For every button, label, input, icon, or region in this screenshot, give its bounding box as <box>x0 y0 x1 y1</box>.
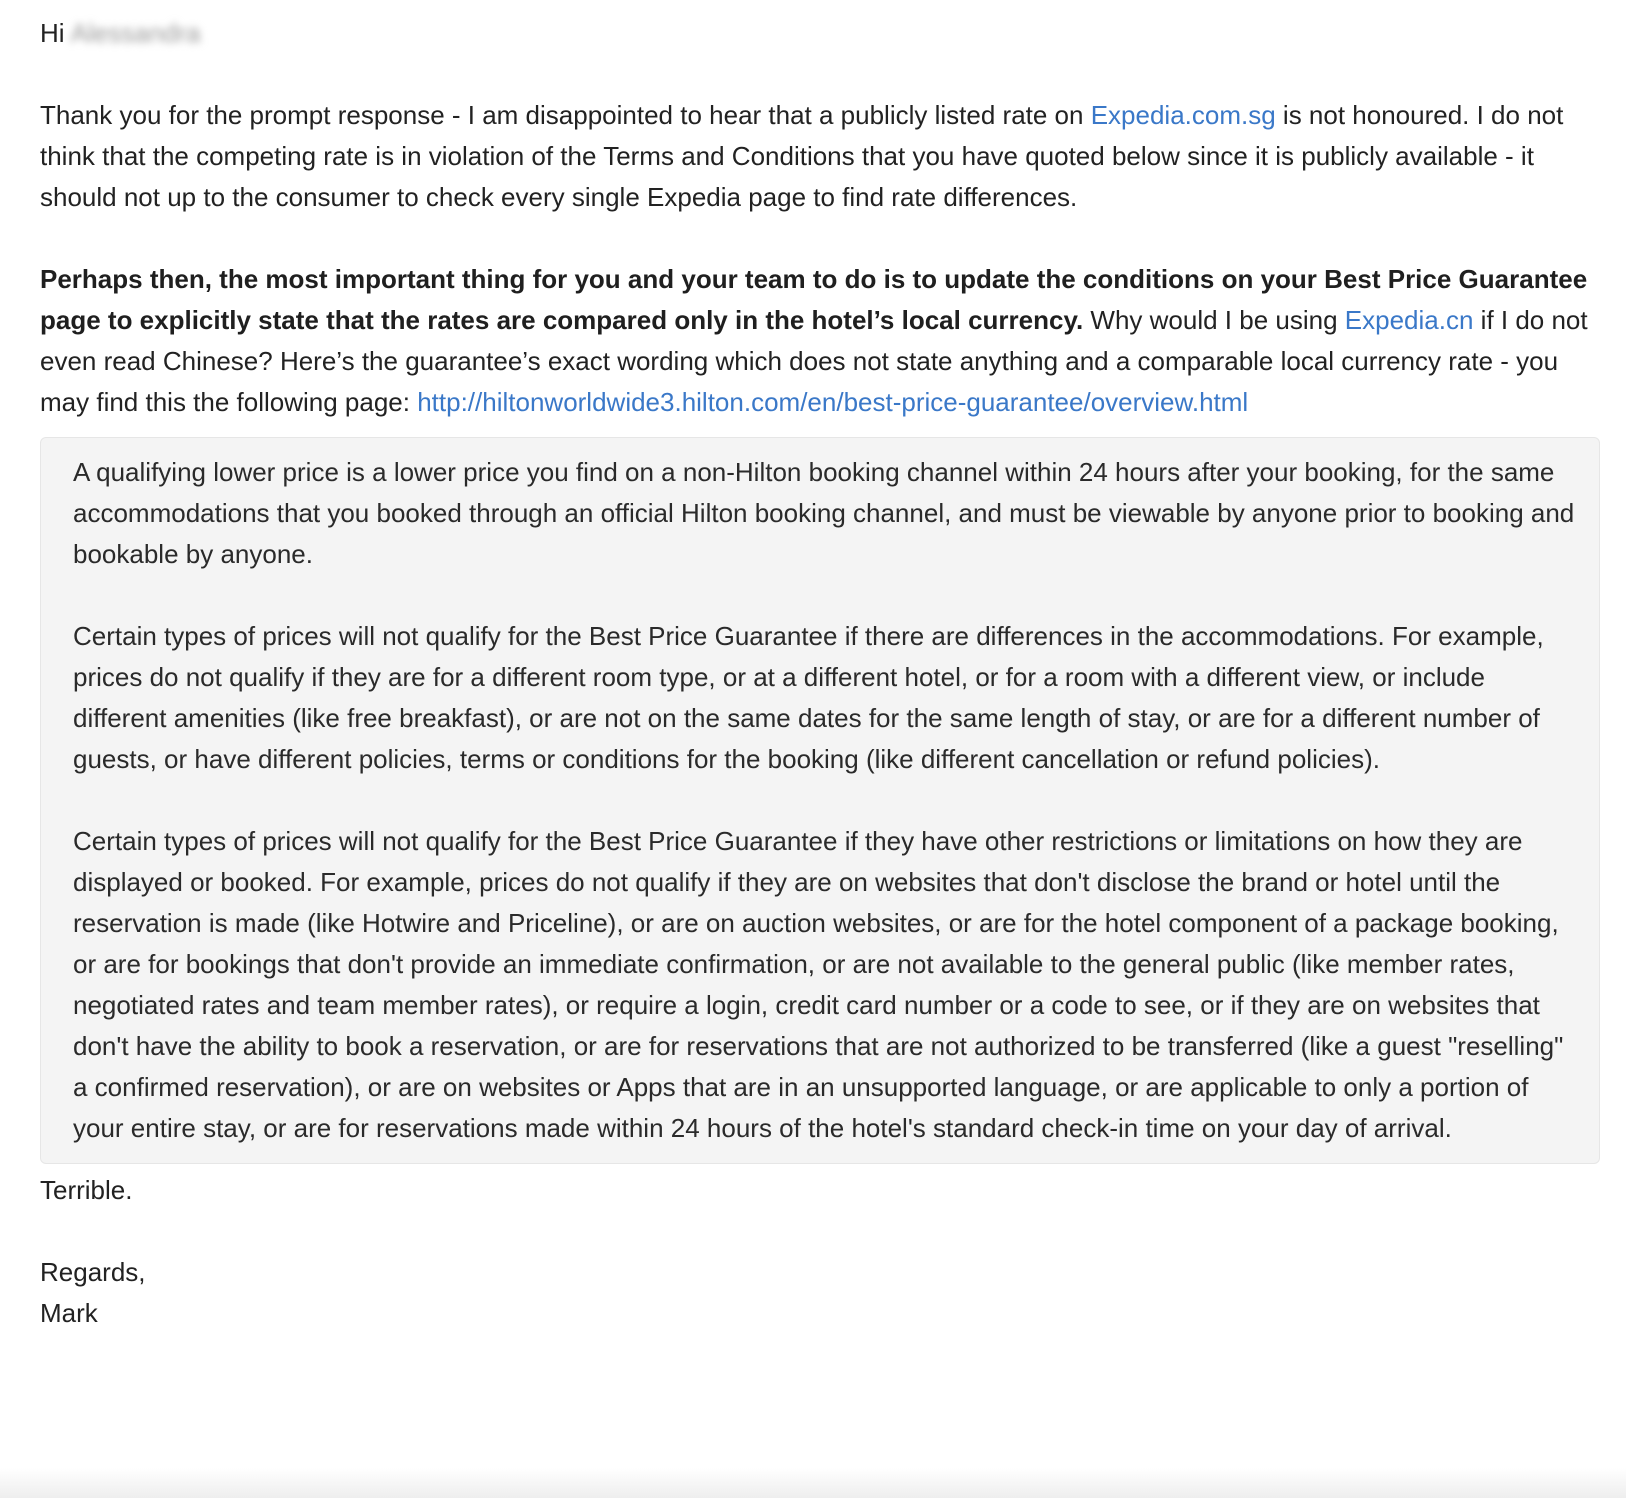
quote-paragraph-3: Certain types of prices will not qualify for the Best Price Guarantee if they have other restrictions or limitations on how they are displayed or booked. For example, prices do not qualify if they are on websites that don't disclose the brand or hotel until the reservation is made (like Hotwire and Priceline), or are on auction websites, or are for the hotel component of a package booking, or are for bookings that don't provide an immediate confirmation, or are not available to the general public (like member rates, negotiated rates and team member rates), or require a login, credit card number or a code to see, or if they are on websites that don't have the ability to book a reservation, or are for reservations that are not authorized to be transferred (like a guest "reselling" a confirmed reservation), or are on websites or Apps that are in an unsupported language, or are applicable to only a portion of your entire stay, or are for reservations made within 24 hours of the hotel's standard check-in time on your day of arrival. <box>73 826 1564 1143</box>
paragraph-response-text-1: Thank you for the prompt response - I am disappointed to hear that a publicly listed rate on <box>40 100 1091 130</box>
spacer <box>40 1211 1600 1252</box>
paragraph-suggestion <box>40 259 1600 423</box>
signoff: Regards, <box>40 1257 146 1287</box>
email-body <box>40 13 1600 1334</box>
quote-paragraph-1: A qualifying lower price is a lower price you find on a non-Hilton booking channel within 24 hours after your booking, for the same accommodations that you booked through an official Hilton booking channel, and must be viewable by anyone prior to booking and bookable by anyone. <box>73 457 1575 569</box>
paragraph-suggestion-text-2: if I do not even read Chinese? Here’s the guarantee’s exact wording which does not state anything and a comparable local currency rate - you may find this the following page: <box>40 305 1588 417</box>
spacer <box>73 575 1575 616</box>
paragraph-response <box>40 95 1600 218</box>
redacted-recipient-name: Alessandra <box>70 18 201 48</box>
closing-remark: Terrible. <box>40 1175 133 1205</box>
greeting-line <box>40 13 1600 54</box>
quote-paragraph-2: Certain types of prices will not qualify for the Best Price Guarantee if there are differences in the accommodations. For example, prices do not qualify if they are for a different room type, or at a different hotel, or for a room with a different view, or include different amenities (like free breakfast), or are not on the same dates for the same length of stay, or are for a different number of guests, or have different policies, terms or conditions for the booking (like different cancellation or refund policies). <box>73 621 1544 774</box>
bold-suggestion-text: Perhaps then, the most important thing for you and your team to do is to update the conditions on your Best Price Guarantee page to explicitly state that the rates are compared only in the hotel’s local currency. <box>40 264 1588 335</box>
greeting-text: Hi <box>40 18 65 48</box>
paragraph-suggestion-text-1: Why would I be using <box>1083 305 1345 335</box>
spacer <box>40 54 1600 95</box>
expedia-cn-link[interactable]: Expedia.cn <box>1344 305 1474 335</box>
bottom-fade <box>0 1468 1626 1498</box>
quoted-terms-block <box>40 437 1600 1164</box>
spacer <box>73 780 1575 821</box>
paragraph-response-text-2: is not honoured. I do not think that the competing rate is in violation of the Terms and Conditions that you have quoted below since it is publicly available - it should not up to the consumer to check every single Expedia page to find rate differences. <box>40 100 1564 212</box>
signature-name: Mark <box>40 1298 98 1328</box>
expedia-sg-link[interactable]: Expedia.com.sg <box>1090 100 1276 130</box>
hilton-guarantee-link[interactable]: http://hiltonworldwide3.hilton.com/en/best-price-guarantee/overview.html <box>417 387 1249 417</box>
spacer <box>40 218 1600 259</box>
